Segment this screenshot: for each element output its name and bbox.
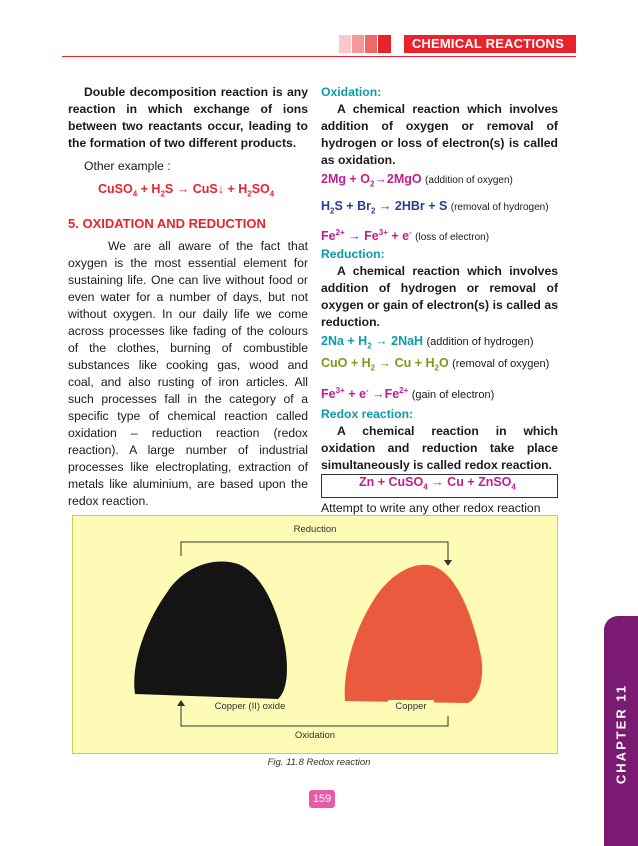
answer-box[interactable] <box>321 474 558 498</box>
copper-oxide-pile <box>134 562 287 699</box>
strip-2 <box>352 35 364 53</box>
reduction-definition: A chemical reaction which involves addition of hydrogen or removal of oxygen or gain of electron(s) is called as reduction. <box>321 264 558 330</box>
oxidation-heading: Oxidation: <box>321 85 382 99</box>
copper-pile <box>345 565 482 703</box>
oxidation-equation-h2s: $H_2S + Br_2 \to 2HBr + S$ (removal of hydrogen) <box>321 198 549 215</box>
left-column <box>68 84 308 510</box>
redox-equation-zn: Zn + CuSO$_4$ → Cu + ZnSO$_4$ <box>359 475 516 492</box>
oxidation-definition: A chemical reaction which involves addition of oxygen or removal of hydrogen or loss of electron(s) is called as oxidation. <box>321 102 558 167</box>
oxidation-label: Oxidation <box>294 730 336 741</box>
oxygen-paragraph: We are all aware of the fact that oxygen is the most essential element for sustaining life. One can live without food or even water for a number of days, but not without oxygen. In our daily life we come across processes like fading of the colours of the clothes, burning of combustible substances like cooking gas, wood and coal, and also rusting of iron articles. All such processes fall in the category of a specific type of chemical reaction called oxidation – reduction reaction (redox reaction). A large number of industrial processes like electroplating, extraction of metals like aluminium, are based upon the redox reaction. <box>68 238 308 508</box>
strip-4 <box>378 35 391 53</box>
copper-oxide-label: Copper (II) oxide <box>214 701 286 712</box>
right-column <box>321 84 558 517</box>
copper-label: Copper <box>395 701 427 712</box>
attempt-prompt: Attempt to write any other redox reaction <box>321 500 541 515</box>
reduction-equation-na: $2Na + H_2 \to 2NaH$ (addition of hydrogen) <box>321 334 534 351</box>
double-decomposition-paragraph: Double decomposition reaction is any reaction in which exchange of ions between two reactants occur, leading to the formation of two different products. <box>68 85 308 150</box>
page-number: 159 <box>309 790 335 808</box>
reduction-equation-cuo: CuO + $H_2 \to Cu + H_2O$ (removal of oxygen) <box>321 355 550 373</box>
redox-definition: A chemical reaction in which oxidation and reduction take place simultaneously is called redox reaction. <box>321 424 558 473</box>
reduction-label: Reduction <box>293 524 337 535</box>
figure-arrows <box>73 516 557 753</box>
redox-heading: Redox reaction: <box>321 407 414 422</box>
other-example-label: Other example : <box>84 159 171 173</box>
chapter-label: CHAPTER 11 <box>613 683 629 785</box>
oxidation-arrowhead <box>177 700 185 706</box>
reaction-arrow: → <box>176 182 190 196</box>
header-rule <box>62 56 576 57</box>
oxidation-equation-mg: $2Mg + O_2\to 2MgO$ (addition of oxygen) <box>321 172 513 189</box>
strip-1 <box>339 35 351 53</box>
header-color-strip <box>339 35 391 53</box>
strip-3 <box>365 35 377 53</box>
reduction-arrowhead <box>444 560 452 566</box>
chapter-tab <box>604 616 638 846</box>
oxidation-equation-fe: $Fe^{2+} \to Fe^{3+} + e^-$ (loss of electron) <box>321 228 490 244</box>
page-header <box>0 35 576 53</box>
reduction-arrow-line <box>181 542 448 560</box>
section-heading-oxidation-reduction: 5. OXIDATION AND REDUCTION <box>68 215 266 231</box>
reduction-heading: Reduction: <box>321 247 385 262</box>
reduction-equation-fe: $Fe^{3+} + e^- \to Fe^{2+}$ (gain of electron) <box>321 386 495 402</box>
header-title: CHEMICAL REACTIONS <box>404 35 576 53</box>
figure-caption: Fig. 11.8 Redox reaction <box>267 757 371 768</box>
equation-cuso4: CuSO$_4$ + $H_2S$ → CuS↓ + $H_2SO_4$ <box>98 182 275 199</box>
redox-figure <box>72 515 558 754</box>
